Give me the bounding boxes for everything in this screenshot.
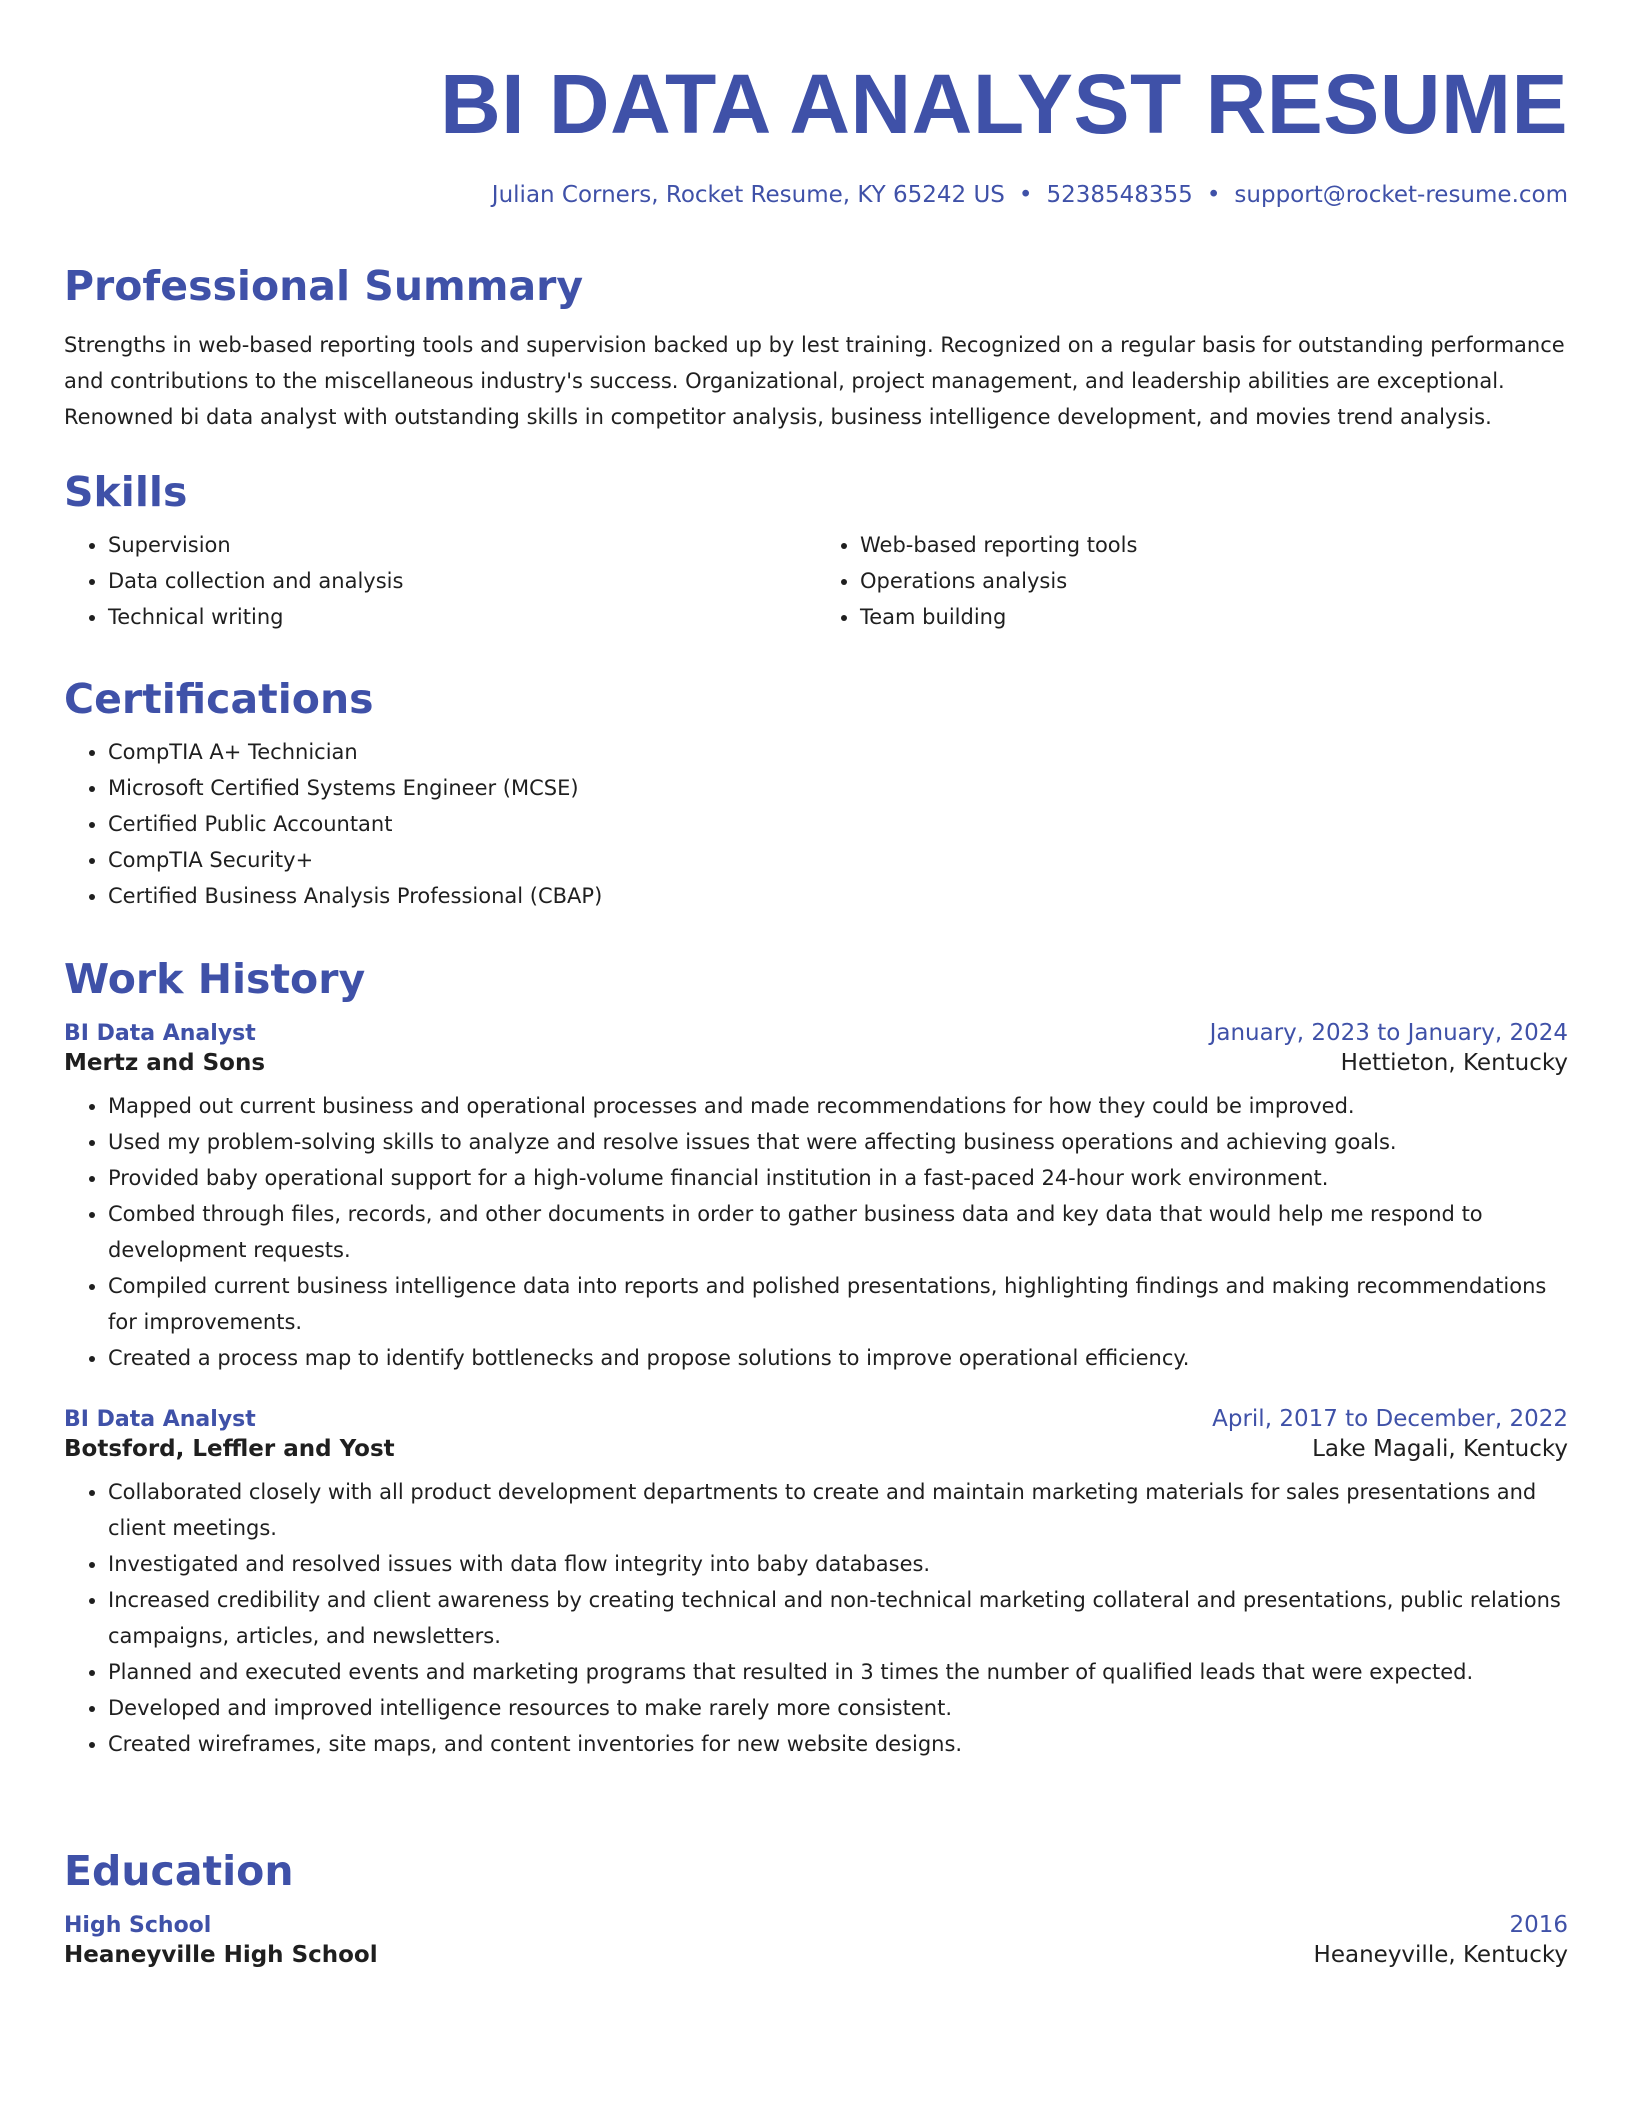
job-location: Lake Magali, Kentucky bbox=[1312, 1436, 1568, 1463]
education-section bbox=[64, 1847, 1568, 1968]
work-history-section bbox=[64, 955, 1568, 1762]
job-entry bbox=[64, 1020, 1568, 1376]
graduation-year: 2016 bbox=[1509, 1912, 1568, 1939]
section-heading: Work History bbox=[64, 955, 366, 1003]
certifications-list bbox=[64, 734, 1568, 914]
skill-item: • Supervision bbox=[108, 527, 816, 563]
job-location: Hettieton, Kentucky bbox=[1340, 1050, 1568, 1077]
job-bullet: • Increased credibility and client awareness by creating technical and non-technical marketing collateral and presentations, public relations campaigns, articles, and newsletters. bbox=[108, 1582, 1568, 1654]
resume-title: BI DATA ANALYST RESUME bbox=[440, 57, 1568, 151]
job-bullet: • Collaborated closely with all product development departments to create and maintain marketing materials for sales presentations and client meetings. bbox=[108, 1474, 1568, 1546]
certification-item: • CompTIA Security+ bbox=[108, 842, 1568, 878]
job-bullet: • Provided baby operational support for a high-volume financial institution in a fast-paced 24-hour work environment. bbox=[108, 1160, 1568, 1196]
phone: 5238548355 bbox=[1046, 182, 1193, 208]
professional-summary-section bbox=[64, 262, 1568, 435]
job-bullet: • Compiled current business intelligence data into reports and polished presentations, highlighting findings and making recommendations for improvements. bbox=[108, 1268, 1568, 1340]
section-heading: Education bbox=[64, 1847, 294, 1895]
company-name: Botsford, Leffler and Yost bbox=[64, 1436, 395, 1463]
certification-item: • CompTIA A+ Technician bbox=[108, 734, 1568, 770]
job-subheader bbox=[64, 1050, 1568, 1076]
education-header bbox=[64, 1912, 1568, 1938]
separator-dot: • bbox=[1206, 182, 1221, 208]
school-location: Heaneyville, Kentucky bbox=[1313, 1942, 1568, 1969]
address: Julian Corners, Rocket Resume, KY 65242 US bbox=[491, 182, 1005, 208]
job-header bbox=[64, 1406, 1568, 1432]
job-bullet: • Created wireframes, site maps, and content inventories for new website designs. bbox=[108, 1726, 1568, 1762]
separator-dot: • bbox=[1018, 182, 1033, 208]
skill-item: • Operations analysis bbox=[860, 563, 1568, 599]
summary-text: Strengths in web-based reporting tools and supervision backed up by lest training. Recognized on a regular basis for outstanding performance and contributions to the miscellaneous industry's success. Organizational, project management, and leadership abilities are exceptional. Renowned bi data analyst with outstanding skills in competitor analysis, business intelligence development, and movies trend analysis. bbox=[64, 333, 1565, 430]
skill-item: • Technical writing bbox=[108, 599, 816, 635]
job-dates: January, 2023 to January, 2024 bbox=[1209, 1020, 1568, 1047]
job-bullet: • Mapped out current business and operational processes and made recommendations for how they could be improved. bbox=[108, 1088, 1568, 1124]
skills-list-right bbox=[816, 527, 1568, 635]
skill-item: • Data collection and analysis bbox=[108, 563, 816, 599]
email-link[interactable]: support@rocket-resume.com bbox=[1234, 182, 1568, 208]
skills-section bbox=[64, 468, 1568, 635]
education-entry bbox=[64, 1912, 1568, 1968]
section-heading: Skills bbox=[64, 468, 188, 516]
skills-list-left bbox=[64, 527, 816, 635]
job-dates: April, 2017 to December, 2022 bbox=[1212, 1406, 1568, 1433]
skills-grid bbox=[64, 527, 1568, 635]
job-bullet: • Used my problem-solving skills to analyze and resolve issues that were affecting business operations and achieving goals. bbox=[108, 1124, 1568, 1160]
job-header bbox=[64, 1020, 1568, 1046]
certifications-section bbox=[64, 675, 1568, 914]
skill-item: • Team building bbox=[860, 599, 1568, 635]
job-title: BI Data Analyst bbox=[64, 1407, 256, 1433]
contact-line bbox=[64, 182, 1568, 208]
certification-item: • Microsoft Certified Systems Engineer (MCSE) bbox=[108, 770, 1568, 806]
job-bullet: • Planned and executed events and marketing programs that resulted in 3 times the number of qualified leads that were expected. bbox=[108, 1654, 1568, 1690]
certification-item: • Certified Business Analysis Professional (CBAP) bbox=[108, 878, 1568, 914]
company-name: Mertz and Sons bbox=[64, 1050, 266, 1077]
job-bullet: • Combed through files, records, and other documents in order to gather business data and key data that would help me respond to development requests. bbox=[108, 1196, 1568, 1268]
job-bullet: • Created a process map to identify bottlenecks and propose solutions to improve operational efficiency. bbox=[108, 1340, 1568, 1376]
job-bullets bbox=[64, 1474, 1568, 1762]
section-heading: Certifications bbox=[64, 675, 374, 723]
job-bullet: • Investigated and resolved issues with data flow integrity into baby databases. bbox=[108, 1546, 1568, 1582]
job-entry bbox=[64, 1406, 1568, 1762]
section-heading: Professional Summary bbox=[64, 262, 584, 310]
job-subheader bbox=[64, 1436, 1568, 1462]
skill-item: • Web-based reporting tools bbox=[860, 527, 1568, 563]
school-name: Heaneyville High School bbox=[64, 1942, 378, 1969]
certification-item: • Certified Public Accountant bbox=[108, 806, 1568, 842]
job-bullet: • Developed and improved intelligence resources to make rarely more consistent. bbox=[108, 1690, 1568, 1726]
degree: High School bbox=[64, 1913, 212, 1939]
education-subheader bbox=[64, 1942, 1568, 1968]
job-title: BI Data Analyst bbox=[64, 1021, 256, 1047]
job-bullets bbox=[64, 1088, 1568, 1376]
